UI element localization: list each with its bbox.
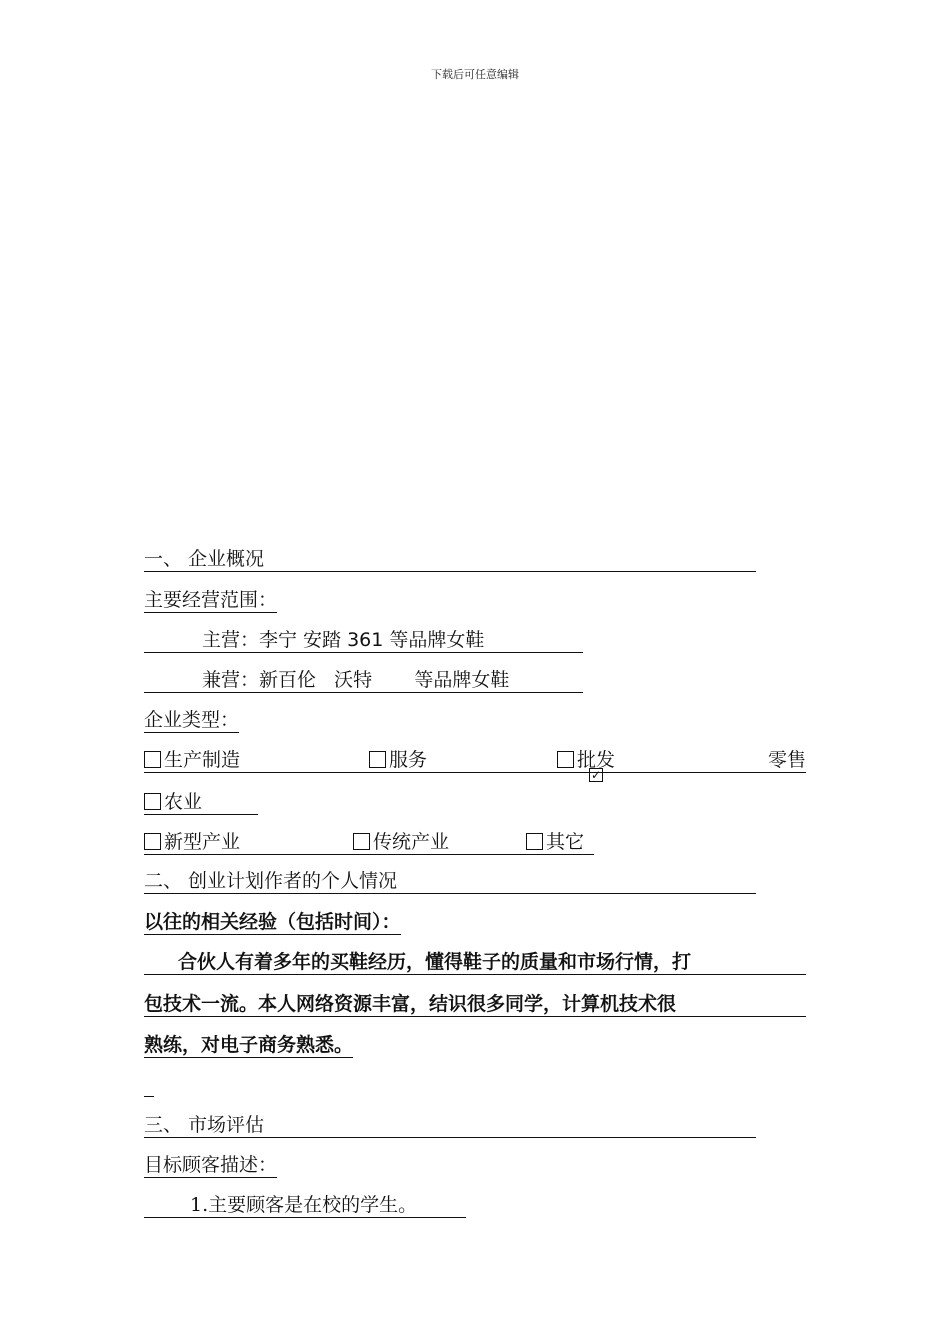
side-business-value: 新百伦 沃特 等品牌女鞋 xyxy=(259,669,510,691)
experience-label: 以往的相关经验（包括时间）： xyxy=(144,911,401,933)
type-row-3 xyxy=(144,830,594,855)
checkbox-empty-icon xyxy=(353,833,370,850)
target-customer-label: 目标顾客描述： xyxy=(144,1154,278,1176)
checkbox-empty-icon xyxy=(144,793,161,810)
experience-paragraph-line-3: 熟练，对电子商务熟悉。 xyxy=(144,1034,354,1056)
main-business-label: 主营： xyxy=(202,629,260,651)
checkbox-checked-icon[interactable]: ✓ xyxy=(590,768,602,782)
checkbox-empty-icon xyxy=(144,751,161,768)
section-title-author: 二、 创业计划作者的个人情况 xyxy=(144,869,756,894)
item-text: 主要顾客是在校的学生。 xyxy=(208,1194,418,1216)
experience-paragraph-line-2: 包技术一流。本人网络资源丰富，结识很多同学，计算机技术很 xyxy=(144,992,806,1017)
type-option-retail[interactable]: 零售 xyxy=(767,749,806,771)
type-option-other[interactable]: 其它 xyxy=(526,830,584,854)
type-option-agriculture[interactable]: 农业 xyxy=(144,790,258,815)
type-row-1 xyxy=(144,748,806,773)
checkbox-empty-icon xyxy=(557,751,574,768)
section-title-market: 三、 市场评估 xyxy=(144,1113,756,1138)
type-option-traditional-industry[interactable]: 传统产业 xyxy=(353,830,449,854)
blank-underline xyxy=(144,1078,154,1097)
checkbox-empty-icon xyxy=(144,833,161,850)
type-label: 企业类型： xyxy=(144,709,240,731)
type-option-wholesale[interactable]: 批发 xyxy=(557,748,615,772)
main-business-value: 李宁 安踏 361 等品牌女鞋 xyxy=(259,629,485,651)
checkbox-empty-icon xyxy=(526,833,543,850)
page-header: 下载后可任意编辑 xyxy=(431,68,519,81)
checkbox-empty-icon xyxy=(369,751,386,768)
scope-label: 主要经营范围： xyxy=(144,589,278,611)
item-number: 1. xyxy=(190,1194,209,1216)
side-business-label: 兼营： xyxy=(202,669,260,691)
type-option-new-industry[interactable]: 新型产业 xyxy=(144,830,240,854)
main-business-line xyxy=(144,628,583,653)
type-option-manufacturing[interactable]: 生产制造 xyxy=(144,748,240,772)
target-customer-item-1 xyxy=(144,1193,466,1218)
experience-paragraph-line-1: 合伙人有着多年的买鞋经历，懂得鞋子的质量和市场行情，打 xyxy=(144,950,806,975)
type-option-service[interactable]: 服务 xyxy=(369,748,427,772)
side-business-line xyxy=(144,668,583,693)
section-title-overview: 一、 企业概况 xyxy=(144,547,756,572)
